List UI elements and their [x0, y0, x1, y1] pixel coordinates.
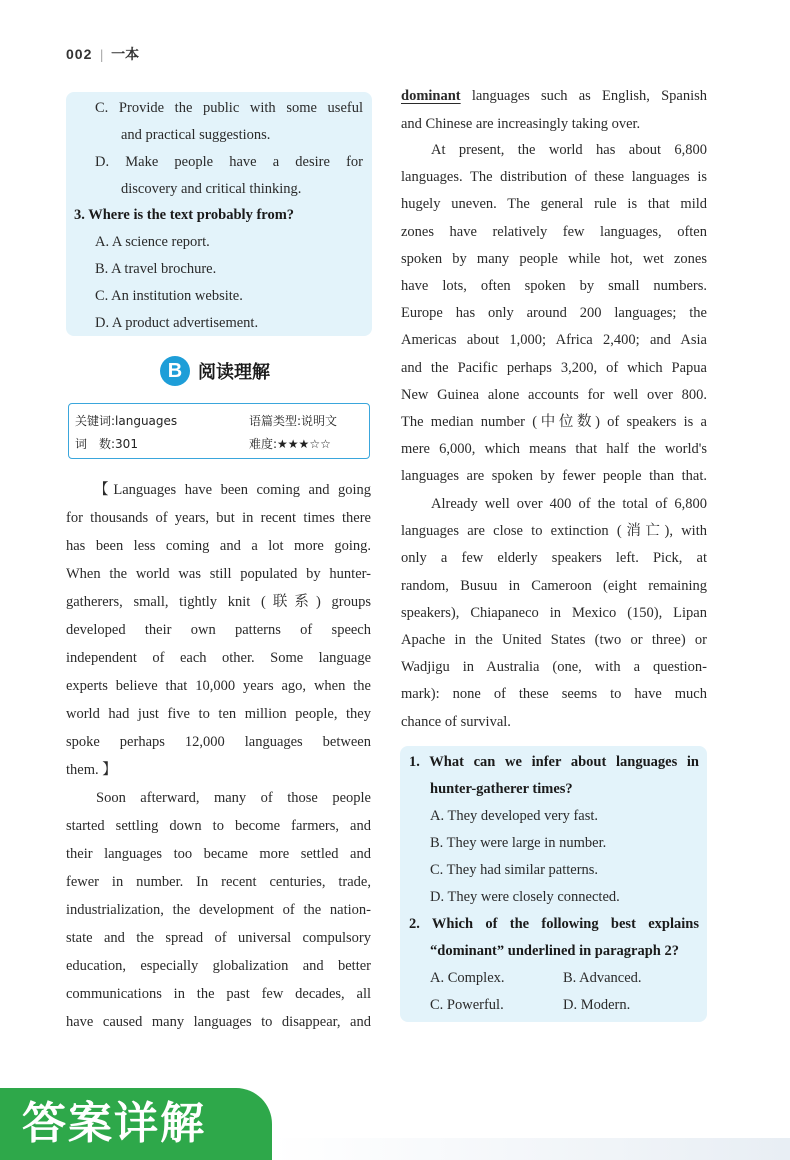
- option-c-line2: and practical suggestions.: [121, 127, 271, 143]
- info-genre: 语篇类型:说明文: [249, 414, 338, 428]
- paragraph-3: [401, 137, 707, 491]
- q1-option-d: D. They were closely connected.: [430, 889, 620, 905]
- info-difficulty: 难度:★★★☆☆: [249, 437, 331, 451]
- text-line: Apache in the United States (two or three) or: [401, 632, 707, 649]
- text-line: languages are spoken by fewer people than that.: [401, 468, 707, 485]
- info-word-count: 词 数:301: [75, 437, 138, 451]
- question-2-title: 2. Which of the following best explains: [409, 916, 699, 932]
- text-line: 【Languages have been coming and going: [94, 482, 371, 498]
- q2-option-b: B. Advanced.: [563, 970, 642, 986]
- text-fragment: languages such as English, Spanish: [460, 88, 707, 104]
- text-line: chance of survival.: [401, 713, 511, 730]
- book-name: 一本: [111, 48, 140, 63]
- text-line: independent of each other. Some language: [66, 650, 371, 666]
- option-d-line1: D. Make people have a desire for: [95, 154, 363, 170]
- text-line: Americas about 1,000; Africa 2,400; and Asia: [401, 332, 707, 349]
- text-line: zones have relatively few languages, often: [401, 223, 707, 240]
- text-line: has been less coming and a lot more going.: [66, 538, 371, 554]
- text-line: and the Pacific perhaps 3,200, of which Papua: [401, 359, 707, 376]
- text-line: languages. The distribution of these languages is: [401, 169, 707, 186]
- paragraph-1: [66, 476, 371, 784]
- page-header: [66, 44, 139, 64]
- footer-strip: [272, 1138, 790, 1160]
- q1-option-a: A. They developed very fast.: [430, 808, 599, 824]
- text-line: mere 6,000, which means that half the world's: [401, 441, 707, 458]
- page-number: 002: [66, 46, 93, 62]
- text-line: languages are close to extinction (消亡), with: [401, 523, 707, 540]
- passage-info-box: [68, 403, 370, 459]
- question-2-title-cont: “dominant” underlined in paragraph 2?: [430, 943, 679, 959]
- paragraph-2: [66, 784, 371, 1036]
- option-d-line2: discovery and critical thinking.: [121, 181, 302, 197]
- text-line: their languages too became more settled and: [66, 846, 371, 862]
- text-line: gatherers, small, tightly knit (联系) groups: [66, 594, 371, 610]
- text-line: Wadjigu in Australia (one, with a question-: [401, 659, 707, 676]
- q2-option-d: D. Modern.: [563, 997, 631, 1013]
- question-1-title: 1. What can we infer about languages in: [409, 754, 699, 770]
- text-line: world had just five to ten million people, they: [66, 706, 371, 722]
- text-line: started settling down to become farmers, and: [66, 818, 371, 834]
- dominant-word: dominant: [401, 88, 461, 104]
- section-title: 阅读理解: [198, 362, 270, 383]
- text-line: Europe has only around 200 languages; the: [401, 305, 707, 322]
- text-line: and Chinese are increasingly taking over.: [401, 116, 641, 132]
- text-line: have caused many languages to disappear, and: [66, 1014, 371, 1030]
- question-3-title: 3. Where is the text probably from?: [74, 207, 295, 223]
- text-line: developed their own patterns of speech: [66, 622, 371, 638]
- header-separator: |: [100, 48, 104, 63]
- text-line: spoken by many people while hot, wet zones: [401, 250, 707, 267]
- text-line: New Guinea alone accounts for well over 800.: [401, 386, 707, 403]
- paragraph-2-continued: [401, 82, 707, 138]
- q3-option-b: B. A travel brochure.: [95, 261, 217, 277]
- q1-option-c: C. They had similar patterns.: [430, 862, 599, 878]
- text-line: hugely uneven. The general rule is that mild: [401, 196, 707, 213]
- text-line: state and the spread of universal compulsory: [66, 930, 371, 946]
- answer-explanation-banner: 答案详解: [0, 1088, 272, 1160]
- info-keyword: 关键词:languages: [75, 414, 178, 428]
- text-line: random, Busuu in Cameroon (eight remaining: [401, 577, 707, 594]
- q1-option-b: B. They were large in number.: [430, 835, 607, 851]
- text-line: speakers), Chiapaneco in Mexico (150), Lipan: [401, 604, 707, 621]
- q2-option-c: C. Powerful.: [430, 997, 504, 1013]
- text-line: experts believe that 10,000 years ago, when the: [66, 678, 371, 694]
- section-badge: B: [160, 356, 190, 386]
- text-line: mark): none of these seems to have much: [401, 686, 707, 703]
- text-line: them. 】: [66, 762, 117, 778]
- text-line: The median number (中位数) of speakers is a: [401, 414, 707, 431]
- text-line: have lots, often spoken by small numbers.: [401, 278, 707, 295]
- text-line: education, especially globalization and better: [66, 958, 371, 974]
- q3-option-d: D. A product advertisement.: [95, 315, 259, 331]
- text-line: for thousands of years, but in recent times there: [66, 510, 371, 526]
- text-line: fewer in number. In recent centuries, trade,: [66, 874, 371, 890]
- text-line: communications in the past few decades, all: [66, 986, 371, 1002]
- paragraph-4: [401, 491, 707, 736]
- question-1-title-cont: hunter-gatherer times?: [430, 781, 573, 797]
- text-line: At present, the world has about 6,800: [431, 142, 707, 158]
- text-line: only a few elderly speakers left. Pick, at: [401, 550, 707, 567]
- q2-option-a: A. Complex.: [430, 970, 505, 986]
- q3-option-c: C. An institution website.: [95, 288, 243, 304]
- text-line: When the world was still populated by hunter-: [66, 566, 371, 582]
- text-line: industrialization, the development of the nation-: [66, 902, 371, 918]
- text-line: Soon afterward, many of those people: [96, 790, 371, 806]
- text-line: spoke perhaps 12,000 languages between: [66, 734, 371, 750]
- q3-option-a: A. A science report.: [95, 234, 210, 250]
- option-c-line1: C. Provide the public with some useful: [95, 100, 363, 116]
- text-line: [401, 82, 707, 110]
- text-line: Already well over 400 of the total of 6,800: [431, 496, 707, 512]
